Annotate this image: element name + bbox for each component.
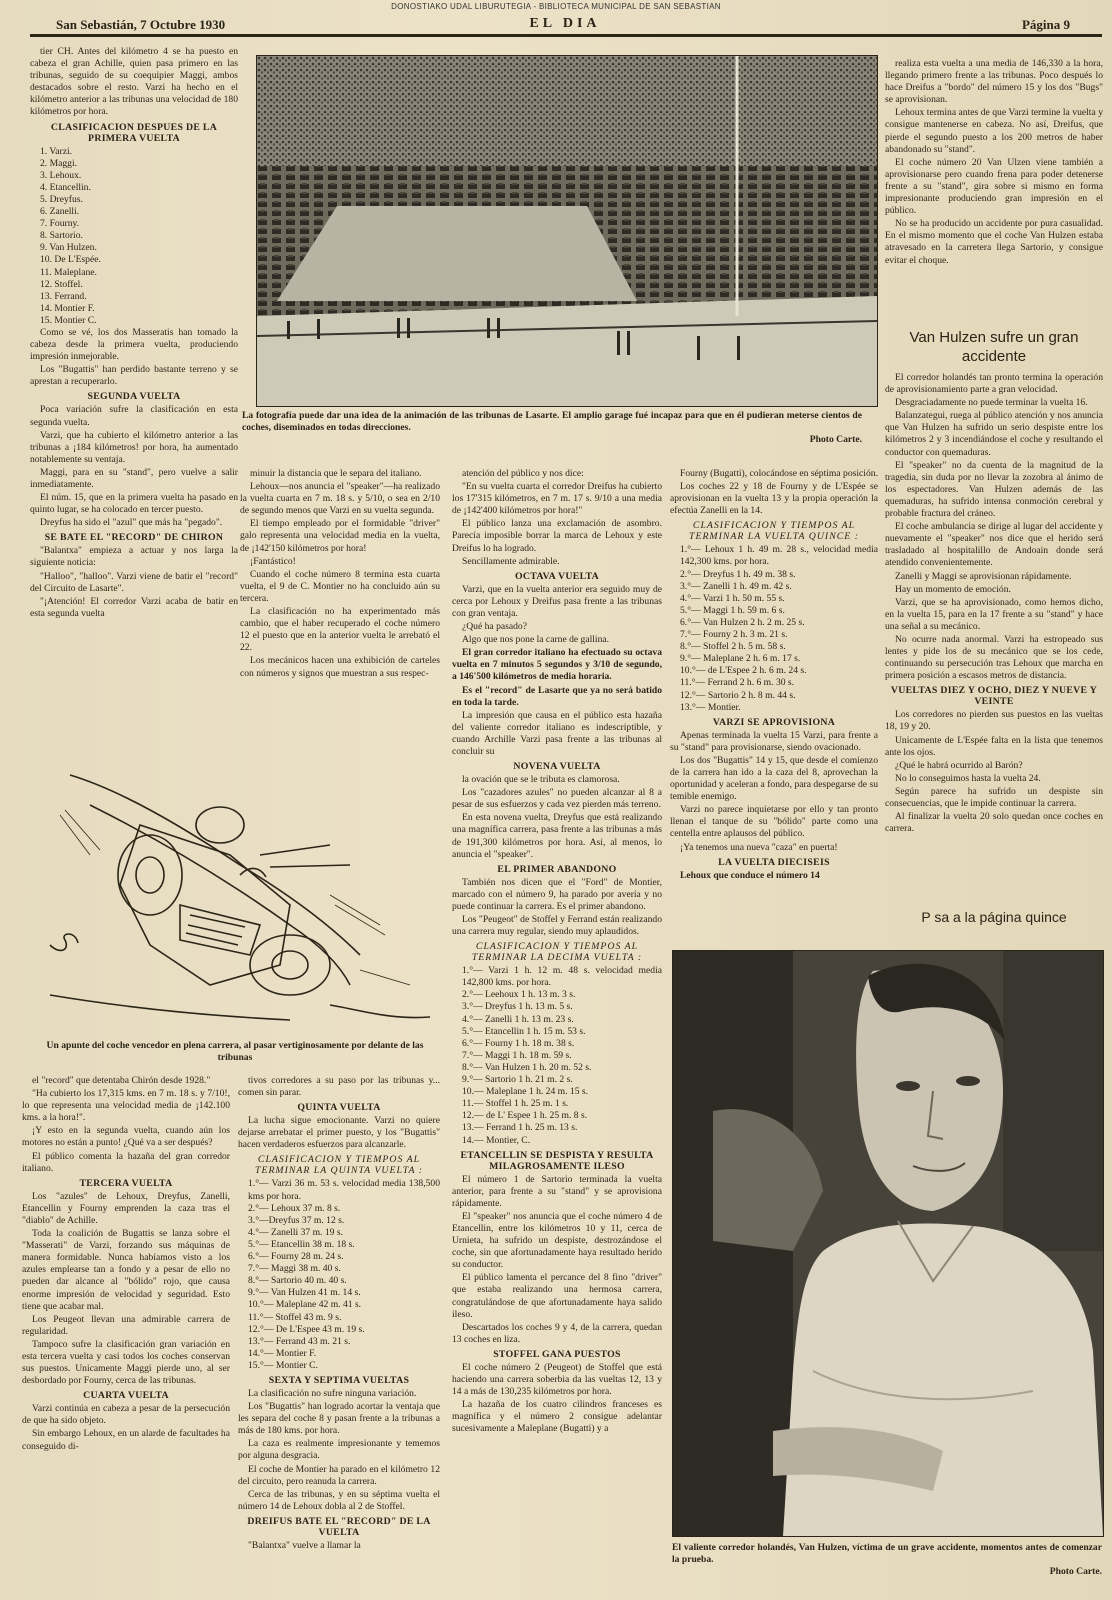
article-paragraph: Lehoux—nos anuncia el "speaker"—ha realizado la vuelta cuarta en 7 m. 18 s. y 5/10, o sea en 2/10 de segundo menos que Varzi en su vuelta segunda. — [240, 481, 440, 517]
sketch-caption: Un apunte del coche vencedor en plena carrera, al pasar vertiginosamente por delante de las tribunas — [46, 1040, 424, 1063]
article-paragraph: Lehoux que conduce el número 14 — [680, 869, 820, 881]
article-paragraph: ¡Y esto en la segunda vuelta, cuando aún los motores no están a punto! ¿Qué va a ser después? — [22, 1125, 230, 1149]
article-paragraph: Como se vé, los dos Masseratis han tomado la cabeza desde la primera vuelta, produciendo impresión inmejorable. — [30, 326, 238, 363]
list-item: 4.°— Zanelli 1 h. 13 m. 23 s. — [462, 1013, 574, 1025]
article-paragraph: "Balantxa" vuelve a llamar la — [248, 1539, 361, 1551]
article-paragraph: También nos dicen que el "Ford" de Montier, marcado con el número 9, ha parado por avería y no puede continuar la carrera. Es el primer abandono. — [452, 876, 662, 912]
list-item: 2.°— Dreyfus 1 h. 49 m. 38 s. — [680, 568, 796, 580]
list-item: 9.°— Van Hulzen 41 m. 14 s. — [248, 1287, 361, 1299]
continue-notice: P sa a la página quince — [921, 909, 1067, 925]
article-paragraph: ¿Qué ha pasado? — [462, 621, 527, 633]
article-paragraph: "En su vuelta cuarta el corredor Dreifus ha cubierto los 17'315 kilómetros, en 7 m. 17 s. 9/10 a una media de ¡142'400 kilómetros por hora!" — [452, 481, 662, 517]
article-paragraph: El "speaker" no da cuenta de la magnitud de la tragedia, sin duda por no llevar la zozobra al ánimo de los espectadores. Van Hulzen además de las quemaduras, ha sufrido intensa conmoción cerebral y probable fractura del cráneo. — [885, 459, 1103, 520]
column-2-bottom — [238, 1075, 440, 1597]
article-paragraph: Los "Bugattis" han perdido bastante terreno y se aprestan a recuperarlo. — [30, 364, 238, 388]
article-paragraph: tier CH. Antes del kilómetro 4 se ha puesto en cabeza el gran Achille, quien pasa primero en las tribunas, seguido de su coequipier Maggi, ambos destacados sobre el resto. Varzi ha hecho en el kilómetro anterior a las tribunas una velocidad de 180 kilómetros por hora. — [30, 46, 238, 118]
list-item: 12. Stoffel. — [40, 278, 83, 290]
article-paragraph: Maggi, para en su "stand", pero vuelve a salir inmediatamente. — [30, 466, 238, 490]
article-paragraph: Sencillamente admirable. — [462, 555, 560, 567]
article-paragraph: Algo que nos pone la carne de gallina. — [462, 634, 610, 646]
article-paragraph: El tiempo empleado por el formidable "driver" galo representa una velocidad media en la vuelta, de ¡142'150 kilómetros por hora! — [240, 518, 440, 554]
masthead-rule — [30, 34, 1102, 37]
article-paragraph: El coche número 20 Van Ulzen viene también a aprovisionarse pero cuando frena para poder detenerse frente a su "stand", gira sobre si mismo en forma impresionante produciendo gran impresión en el público. — [885, 156, 1103, 217]
article-paragraph: tivos corredores a su paso por las tribunas y... comen sin parar. — [238, 1075, 440, 1099]
list-item: 12.°— De L'Espee 43 m. 19 s. — [248, 1323, 365, 1335]
article-paragraph: La clasificación no sufre ninguna variación. — [248, 1387, 417, 1399]
article-paragraph: La impresión que causa en el público esta hazaña del valiente corredor italiano es indescriptible, y cuando Archille Varzi pasa frente a las tribunas al concluir su — [452, 709, 662, 757]
section-heading: VUELTAS DIEZ Y OCHO, DIEZ Y NUEVE Y VEINTE — [890, 685, 1098, 708]
section-heading: TERCERA VUELTA — [79, 1177, 173, 1189]
article-paragraph: Los coches 22 y 18 de Fourny y de L'Espée se aprovisionan en la vuelta 13 y la propia operación la efectúa Zanelli en la 14. — [670, 481, 878, 517]
article-paragraph: No ocurre nada anormal. Varzi ha estropeado sus lentes y pide los de su mecánico que se los cede, continuando su persecución tras Lehoux que marcha en primera posición a escasos metros de distancia. — [885, 633, 1103, 682]
list-item: 8.°— Van Hulzen 1 h. 20 m. 52 s. — [462, 1061, 592, 1073]
van-hulzen-portrait-image — [673, 951, 1103, 1536]
article-paragraph: ¿Qué le habrá ocurrido al Barón? — [895, 759, 1023, 771]
article-paragraph: El gran corredor italiano ha efectuado su octava vuelta en 7 minutos 5 segundos y 3/10 de segundo, a 146'500 kilómetros de media horaria. — [452, 647, 662, 683]
masthead-page-number: Página 9 — [1021, 17, 1070, 32]
list-item: 13.°— Montier. — [680, 701, 741, 713]
article-paragraph: Dreyfus ha sido el "azul" que más ha "pegado". — [40, 517, 223, 529]
list-item: 5. Dreyfus. — [40, 193, 83, 205]
article-paragraph: Descartados los coches 9 y 4, de la carrera, quedan 13 coches en liza. — [452, 1321, 662, 1345]
section-heading: CUARTA VUELTA — [83, 1390, 169, 1402]
article-paragraph: Los "Peugeot" de Stoffel y Ferrand están realizando una carrera muy regular, siendo muy aplaudidos. — [452, 914, 662, 938]
article-paragraph: Varzi no parece inquietarse por ello y tan pronto llenan el tanque de su "bólido" parte como una centella entre aplausos del público. — [670, 804, 878, 840]
article-paragraph: El coche ambulancia se dirige al lugar del accidente y nuevamente el "speaker" nos dice que el herido será trasladado al hospitalillo de Andoain donde será atendido convenientemente. — [885, 521, 1103, 569]
section-heading: NOVENA VUELTA — [513, 761, 601, 773]
section-heading: OCTAVA VUELTA — [514, 570, 600, 582]
list-item: 6.°— Van Hulzen 2 h. 2 m. 25 s. — [680, 616, 805, 628]
list-item: 6.°— Fourny 1 h. 18 m. 38 s. — [462, 1037, 575, 1049]
list-item: 2. Maggi. — [40, 157, 78, 169]
list-item: 1.°— Lehoux 1 h. 49 m. 28 s., velocidad media 142,300 kms. por hora. — [680, 544, 878, 568]
grandstand-photo-image — [257, 56, 877, 406]
article-paragraph: el "record" que detentaba Chirón desde 1928." — [32, 1075, 211, 1086]
list-item: 13.— Ferrand 1 h. 25 m. 13 s. — [462, 1122, 578, 1134]
article-paragraph: Es el "record" de Lasarte que ya no será batido en toda la tarde. — [452, 684, 662, 708]
list-item: 11.°— Ferrand 2 h. 6 m. 30 s. — [680, 677, 795, 689]
article-paragraph: Tampoco sufre la clasificación gran variación en esta tercera vuelta y casi todos los coches conservan sus puestos. Unicamente Maggi pierde uno, al ser desbordado por Fourny, cerca de las tribunas. — [22, 1338, 230, 1387]
list-item: 9. Van Hulzen. — [40, 242, 97, 254]
list-item: 10. De L'Espée. — [40, 254, 101, 266]
article-paragraph: Unicamente de L'Espée falta en la lista que tenemos ante los ojos. — [885, 734, 1103, 758]
article-paragraph: Cerca de las tribunas, y en su séptima vuelta el número 14 de Lehoux dobla al 2 de Stoffel. — [238, 1488, 440, 1512]
article-paragraph: Balanzategui, ruega al público atención y nos anuncia que Van Hulzen ha sufrido un serio despiste entre los kilómetros 2 y 3 incendiándose el coche y resultando el conductor con quemaduras. — [885, 410, 1103, 458]
article-paragraph: Al finalizar la vuelta 20 solo quedan once coches en carrera. — [885, 811, 1103, 835]
article-paragraph: Los corredores no pierden sus puestos en las vueltas 18, 19 y 20. — [885, 709, 1103, 733]
article-paragraph: Los "cazadores azules" no pueden alcanzar al 8 a pesar de sus esfuerzos y cada vez pierden más terreno. — [452, 787, 662, 811]
article-paragraph: Zanelli y Maggi se aprovisionan rápidamente. — [895, 570, 1072, 582]
article-paragraph: El público lanza una exclamación de asombro. Parecía imposible borrar la marca de Lehoux y este Dreifus lo ha logrado. — [452, 518, 662, 554]
article-paragraph: atención del público y nos dice: — [462, 468, 584, 479]
article-paragraph: Varzi, que se ha aprovisionado, como hemos dicho, en la vuelta 15, para en la 17 frente a su "stand" y hace una señal a su mecánico. — [885, 596, 1103, 632]
article-paragraph: Toda la coalición de Bugattis se lanza sobre el "Masserati" de Varzi, forzando sus máquinas de manera formidable. Nunca habíamos visto a los azules emplearse tan a fondo y a pesar de ello no pueden dar alcance al "bólido" rojo, que causa enorme impresión de velocidad y seguridad. Esto tiene que acabar mal. — [22, 1228, 230, 1312]
list-item: 2.°— Leehoux 1 h. 13 m. 3 s. — [462, 989, 576, 1001]
list-item: 5.°— Etancellin 38 m. 18 s. — [248, 1238, 355, 1250]
list-item: 4. Etancellin. — [40, 181, 91, 193]
list-item: 5.°— Maggi 1 h. 59 m. 6 s. — [680, 604, 785, 616]
article-paragraph: Los "azules" de Lehoux, Dreyfus, Zanelli, Etancellin y Fourny emprenden la caza tras el "diablo" de Achille. — [22, 1190, 230, 1226]
van-hulzen-headline: Van Hulzen sufre un gran accidente — [909, 329, 1079, 365]
list-item: 3. Lehoux. — [40, 169, 82, 181]
article-paragraph: "Ha cubierto los 17,315 kms. en 7 m. 18 s. y 7/10!, lo que representa una velocidad media de ¡142.100 kms. a la hora!". — [22, 1088, 230, 1124]
column-1-top — [30, 46, 238, 746]
article-paragraph: ¡Ya tenemos una nueva "caza" en puerta! — [680, 841, 838, 853]
article-paragraph: El núm. 15, que en la primera vuelta ha pasado en quinto lugar, se ha colocado en tercer puesto. — [30, 492, 238, 516]
article-paragraph: El "speaker" nos anuncia que el coche número 4 de Etancellin, entre los kilómetros 10 y 11, cerca de Urnieta, ha sufrido un despiste, destrozándose el coche, sin que afortunadamente haya resultado herido su conductor. — [452, 1210, 662, 1271]
photo-credit: Photo Carte. — [1049, 1566, 1102, 1577]
list-item: 7.°— Maggi 38 m. 40 s. — [248, 1263, 341, 1275]
article-paragraph: Varzi, que ha cubierto el kilómetro anterior a las tribunas a ¡184 kilómetros! por hora, ha aumentado notablemente su ventaja. — [30, 429, 238, 465]
list-item: 8.°— Sartorio 40 m. 40 s. — [248, 1275, 347, 1287]
column-1-bottom — [22, 1075, 230, 1597]
list-item: 7.°— Maggi 1 h. 18 m. 59 s. — [462, 1049, 572, 1061]
masthead-date: San Sebastián, 7 Octubre 1930 — [56, 17, 226, 32]
article-paragraph: En esta novena vuelta, Dreyfus que está realizando una magnífica carrera, pasa frente a las tribunas a más de 191,300 kilómetros por hora. Así, al menos, lo anuncia el "speaker". — [452, 812, 662, 860]
article-paragraph: Apenas terminada la vuelta 15 Varzi, para frente a su "stand" para provisionarse, siendo ovacionado. — [670, 729, 878, 753]
list-item: 5.°— Etancellin 1 h. 15 m. 53 s. — [462, 1025, 586, 1037]
grandstand-photo-caption — [242, 410, 862, 446]
portrait-photo-caption — [672, 1542, 1102, 1578]
van-hulzen-portrait-photo — [672, 950, 1104, 1537]
article-paragraph: Los mecánicos hacen una exhibición de carteles con números y signos que muestran a sus respec- — [240, 655, 440, 679]
ranking-list — [670, 544, 878, 713]
section-heading: EL PRIMER ABANDONO — [497, 863, 617, 875]
ranking-list — [452, 965, 662, 1146]
photo-credit: Photo Carte. — [809, 434, 862, 445]
section-heading: STOFFEL GANA PUESTOS — [493, 1348, 621, 1360]
list-item: 6.°— Fourny 28 m. 24 s. — [248, 1251, 344, 1263]
article-paragraph: La caza es realmente impresionante y tememos por alguna desgracia. — [238, 1438, 440, 1462]
list-item: 14.°— Montier F. — [248, 1347, 317, 1359]
section-heading: CLASIFICACION Y TIEMPOS AL TERMINAR LA QUINTA VUELTA : — [255, 1154, 423, 1177]
list-item: 10.°— de L'Espee 2 h. 6 m. 24 s. — [680, 665, 807, 677]
list-item: 14.— Montier, C. — [462, 1134, 531, 1146]
list-item: 13. Ferrand. — [40, 290, 87, 302]
list-item: 10.— Maleplane 1 h. 24 m. 15 s. — [462, 1086, 589, 1098]
section-heading: QUINTA VUELTA — [297, 1102, 381, 1114]
section-heading: CLASIFICACION Y TIEMPOS AL TERMINAR LA DECIMA VUELTA : — [471, 941, 643, 964]
list-item: 7. Fourny. — [40, 218, 80, 230]
article-paragraph: Sin embargo Lehoux, en un alarde de facultades ha conseguido di- — [22, 1428, 230, 1452]
list-item: 3.°— Dreyfus 1 h. 13 m. 5 s. — [462, 1001, 573, 1013]
ranking-list — [238, 1178, 440, 1372]
library-watermark-note: DONOSTIAKO UDAL LIBURUTEGIA - BIBLIOTECA MUNICIPAL DE SAN SEBASTIAN — [391, 2, 721, 11]
article-paragraph: La lucha sigue emocionante. Varzi no quiere dejarse arrebatar el primer puesto, y los "Bugattis" hacen verdaderos esfuerzos para alcanzarle. — [238, 1115, 440, 1151]
article-paragraph: minuir la distancia que le separa del italiano. — [250, 468, 422, 479]
section-heading: SEXTA Y SEPTIMA VUELTAS — [268, 1374, 410, 1386]
list-item: 11.— Stoffel 1 h. 25 m. 1 s. — [462, 1098, 569, 1110]
article-paragraph: El público comenta la hazaña del gran corredor italiano. — [22, 1150, 230, 1174]
article-paragraph: Desgraciadamente no puede terminar la vuelta 16. — [895, 397, 1088, 409]
list-item: 15.°— Montier C. — [248, 1359, 318, 1371]
article-paragraph: Fourny (Bugatti), colocándose en séptima posición. — [680, 468, 878, 479]
race-car-sketch-drawing — [30, 755, 440, 1035]
section-heading: DREIFUS BATE EL "RECORD" DE LA VUELTA — [247, 1515, 431, 1538]
list-item: 1. Varzi. — [40, 145, 73, 157]
article-paragraph: No se ha producido un accidente por pura casualidad. En el mismo momento que el coche Van Hulzen estaba atravesado en la carretera llega Sartorio, y consigue evitar el choque. — [885, 218, 1103, 266]
list-item: 1.°— Varzi 1 h. 12 m. 48 s. velocidad media 142,800 kms. por hora. — [462, 965, 662, 989]
article-paragraph: La clasificación no ha experimentado más cambio, que el haber recuperado el coche número 12 el puesto que en la anterior vuelta le arrebató el 22. — [240, 606, 440, 654]
list-item: 3.°—Dreyfus 37 m. 12 s. — [248, 1214, 345, 1226]
list-item: 12.— de L' Espee 1 h. 25 m. 8 s. — [462, 1110, 588, 1122]
article-paragraph: No lo conseguimos hasta la vuelta 24. — [895, 772, 1041, 784]
list-item: 8. Sartorio. — [40, 230, 83, 242]
section-heading: SEGUNDA VUELTA — [87, 391, 181, 403]
caption-text: La fotografía puede dar una idea de la animación de las tribunas de Lasarte. El amplio garage fué incapaz para que en él pudieran meterse cientos de coches, diseminados en todas direcciones. — [242, 410, 862, 433]
list-item: 2.°— Lehoux 37 m. 8 s. — [248, 1202, 341, 1214]
section-heading: CLASIFICACION Y TIEMPOS AL TERMINAR LA VUELTA QUINCE : — [689, 520, 859, 543]
grandstand-photo — [256, 55, 878, 407]
article-paragraph: Hay un momento de emoción. — [895, 583, 1011, 595]
list-item: 4.°— Varzi 1 h. 50 m. 55 s. — [680, 592, 785, 604]
column-5-bottom — [885, 372, 1103, 912]
article-paragraph: Según parece ha sufrido un despiste sin consecuencias, que le impide continuar la carrera. — [885, 785, 1103, 809]
list-item: 9.°— Sartorio 1 h. 21 m. 2 s. — [462, 1074, 573, 1086]
column-2-top — [240, 468, 440, 738]
masthead — [30, 14, 1100, 36]
article-paragraph: ¡Fantástico! — [250, 555, 296, 567]
list-item: 13.°— Ferrand 43 m. 21 s. — [248, 1335, 351, 1347]
list-item: 14. Montier F. — [40, 302, 95, 314]
article-paragraph: Los Peugeot llevan una admirable carrera de regularidad. — [22, 1313, 230, 1337]
section-heading: ETANCELLIN SE DESPISTA Y RESULTA MILAGROSAMENTE ILESO — [460, 1149, 654, 1172]
article-paragraph: El coche número 2 (Peugeot) de Stoffel que está haciendo una carrera soberbia da las vueltas 12, 13 y 14 a más de 130,235 kilómetros por hora. — [452, 1361, 662, 1398]
section-heading: VARZI SE APROVISIONA — [712, 716, 836, 728]
column-3 — [452, 468, 662, 1596]
article-paragraph: El coche de Montier ha parado en el kilómetro 12 del circuito, pero reanuda la carrera. — [238, 1463, 440, 1487]
column-4 — [670, 468, 878, 924]
section-heading: CLASIFICACION DESPUES DE LA PRIMERA VUELTA — [50, 121, 218, 144]
list-item: 12.°— Sartorio 2 h. 8 m. 44 s. — [680, 689, 796, 701]
list-item: 4.°— Zanelli 37 m. 19 s. — [248, 1226, 343, 1238]
ranking-list — [30, 146, 238, 327]
list-item: 11.°— Stoffel 43 m. 9 s. — [248, 1311, 342, 1323]
article-paragraph: El número 1 de Sartorio terminada la vuelta anterior, para frente a su "stand" y se aprovisiona rápidamente. — [452, 1173, 662, 1209]
article-paragraph: "Balantxa" empieza a actuar y nos larga la siguiente noticia: — [30, 545, 238, 569]
article-paragraph: La hazaña de los cuatro cilindros franceses es magnífica y el número 2 consigue adelantar sucesivamente a Maleplane (Bugatti) y a — [452, 1399, 662, 1435]
article-paragraph: Cuando el coche número 8 termina esta cuarta vuelta, el 9 de C. Montier no ha concluido aún su tercera. — [240, 568, 440, 604]
article-paragraph: Los "Bugattis" han logrado acortar la ventaja que les separa del coche 8 y pasan frente a la tribunas a más de 180 kms. por hora. — [238, 1401, 440, 1437]
list-item: 6. Zanelli. — [40, 206, 80, 218]
list-item: 10.°— Maleplane 42 m. 41 s. — [248, 1299, 362, 1311]
article-paragraph: Los dos "Bugattis" 14 y 15, que desde el comienzo de la carrera han ido a la caza del 8, aprovechan la oportunidad y aceleran a fondo, para despegarse de su temible enemigo. — [670, 754, 878, 803]
article-paragraph: Varzi continúa en cabeza a pesar de la persecución de que ha sido objeto. — [22, 1403, 230, 1427]
article-paragraph: "Halloo", "halloo". Varzi viene de batir el "record" del Circuito de Lasarte". — [30, 570, 238, 594]
list-item: 15. Montier C. — [40, 314, 97, 326]
section-heading: LA VUELTA DIECISEIS — [718, 856, 830, 868]
race-car-sketch — [30, 755, 440, 1035]
article-paragraph: Poca variación sufre la clasificación en esta segunda vuelta. — [30, 404, 238, 428]
list-item: 8.°— Stoffel 2 h. 5 m. 58 s. — [680, 641, 786, 653]
article-paragraph: realiza esta vuelta a una media de 146,330 a la hora, llegando primero frente a las tribunas. Poco después lo hace Dreifus a "bordo" del número 15 y los dos "Bugs" se aprovisionan. — [885, 58, 1103, 106]
list-item: 1.°— Varzi 36 m. 53 s. velocidad media 138,500 kms por hora. — [248, 1178, 440, 1202]
article-paragraph: El público lamenta el percance del 8 fino "driver" que estaba realizando una hermosa carrera, congratulándose de que afortunadamente haya salido ileso. — [452, 1272, 662, 1320]
list-item: 9.°— Maleplane 2 h. 6 m. 17 s. — [680, 653, 801, 665]
article-paragraph: "¡Atención! El corredor Varzi acaba de batir en esta segunda vuelta — [30, 595, 238, 619]
article-paragraph: Varzi, que en la vuelta anterior era seguido muy de cerca por Lehoux y Dreifus pasa frente a las tribunas con gran ventaja. — [452, 583, 662, 619]
article-paragraph: la ovación que se le tributa es clamorosa. — [462, 774, 620, 786]
article-paragraph: El corredor holandés tan pronto termina la operación de aprovisionamiento parte a gran velocidad. — [885, 372, 1103, 396]
caption-text: El valiente corredor holandés, Van Hulzen, víctima de un grave accidente, momentos antes de comenzar la prueba. — [672, 1542, 1102, 1565]
masthead-title: EL DIA — [529, 16, 601, 31]
section-heading: SE BATE EL "RECORD" DE CHIRON — [44, 532, 224, 544]
list-item: 3.°— Zanelli 1 h. 49 m. 42 s. — [680, 580, 792, 592]
article-paragraph: Lehoux termina antes de que Varzi termine la vuelta y consigue mantenerse en cabeza. No así, Dreifus, que pierde el segundo puesto a los 200 metros de haber abandonado su "stand". — [885, 107, 1103, 155]
column-5-top — [885, 58, 1103, 340]
list-item: 7.°— Fourny 2 h. 3 m. 21 s. — [680, 629, 788, 641]
list-item: 11. Maleplane. — [40, 266, 97, 278]
